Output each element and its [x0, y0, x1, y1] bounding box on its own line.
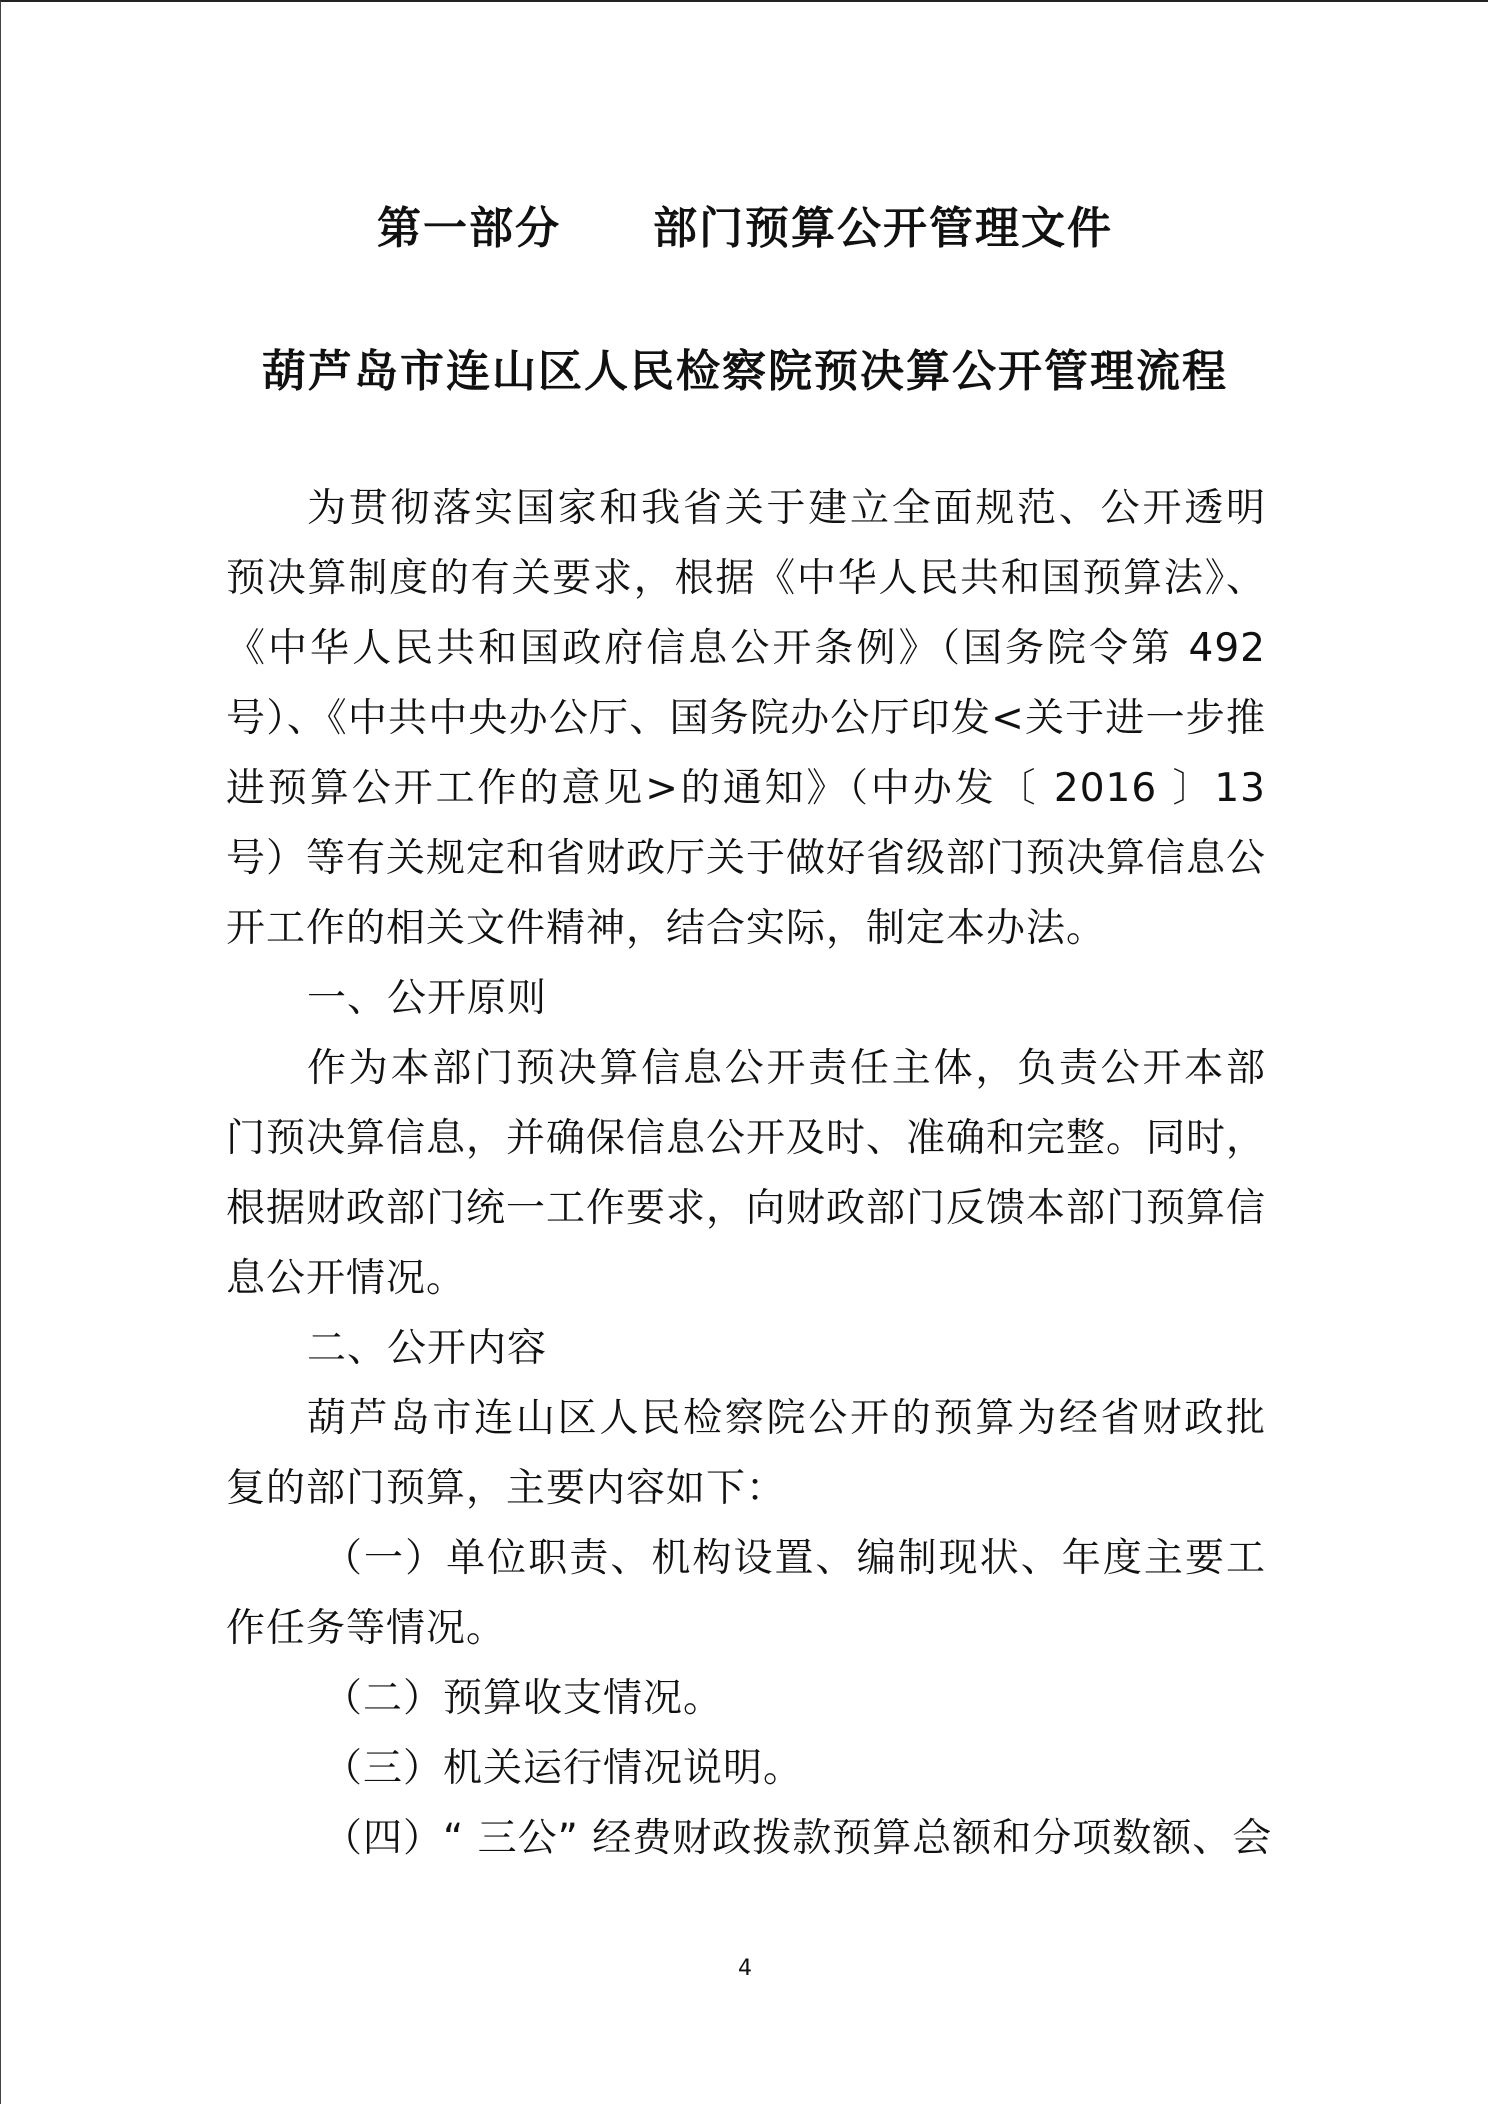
part-heading: 第一部分 部门预算公开管理文件	[377, 203, 1113, 254]
content-paragraph: 葫芦岛市连山区人民检察院公开的预算为经省财政批复的部门预算，主要内容如下：	[226, 1396, 1266, 1511]
list-item-1: （一）单位职责、机构设置、编制现状、年度主要工作任务等情况。	[226, 1536, 1266, 1651]
section-heading-principles: 一、公开原则	[307, 976, 548, 1021]
list-item-4: （四）“ 三公” 经费财政拨款预算总额和分项数额、会	[323, 1816, 1273, 1861]
section-heading-content: 二、公开内容	[307, 1326, 548, 1371]
document-title: 葫芦岛市连山区人民检察院预决算公开管理流程	[262, 346, 1228, 397]
intro-paragraph: 为贯彻落实国家和我省关于建立全面规范、公开透明预决算制度的有关要求，根据《中华人民共和国预算法》、《中华人民共和国政府信息公开条例》（国务院令第 492 号）、《中共中央办公厅、国务院办公厅印发<关于进一步推进预算公开工作的意见>的通知》（中办发〔 2016 〕13 号）等有关规定和省财政厅关于做好省级部门预决算信息公开工作的相关文件精神，结合实际，制定本办法。	[226, 486, 1267, 951]
page-number: 4	[738, 1956, 752, 1981]
list-item-2: （二）预算收支情况。	[323, 1676, 724, 1721]
principles-paragraph: 作为本部门预决算信息公开责任主体，负责公开本部门预决算信息，并确保信息公开及时、准确和完整。同时，根据财政部门统一工作要求，向财政部门反馈本部门预算信息公开情况。	[226, 1046, 1267, 1301]
list-item-3: （三）机关运行情况说明。	[323, 1746, 804, 1791]
